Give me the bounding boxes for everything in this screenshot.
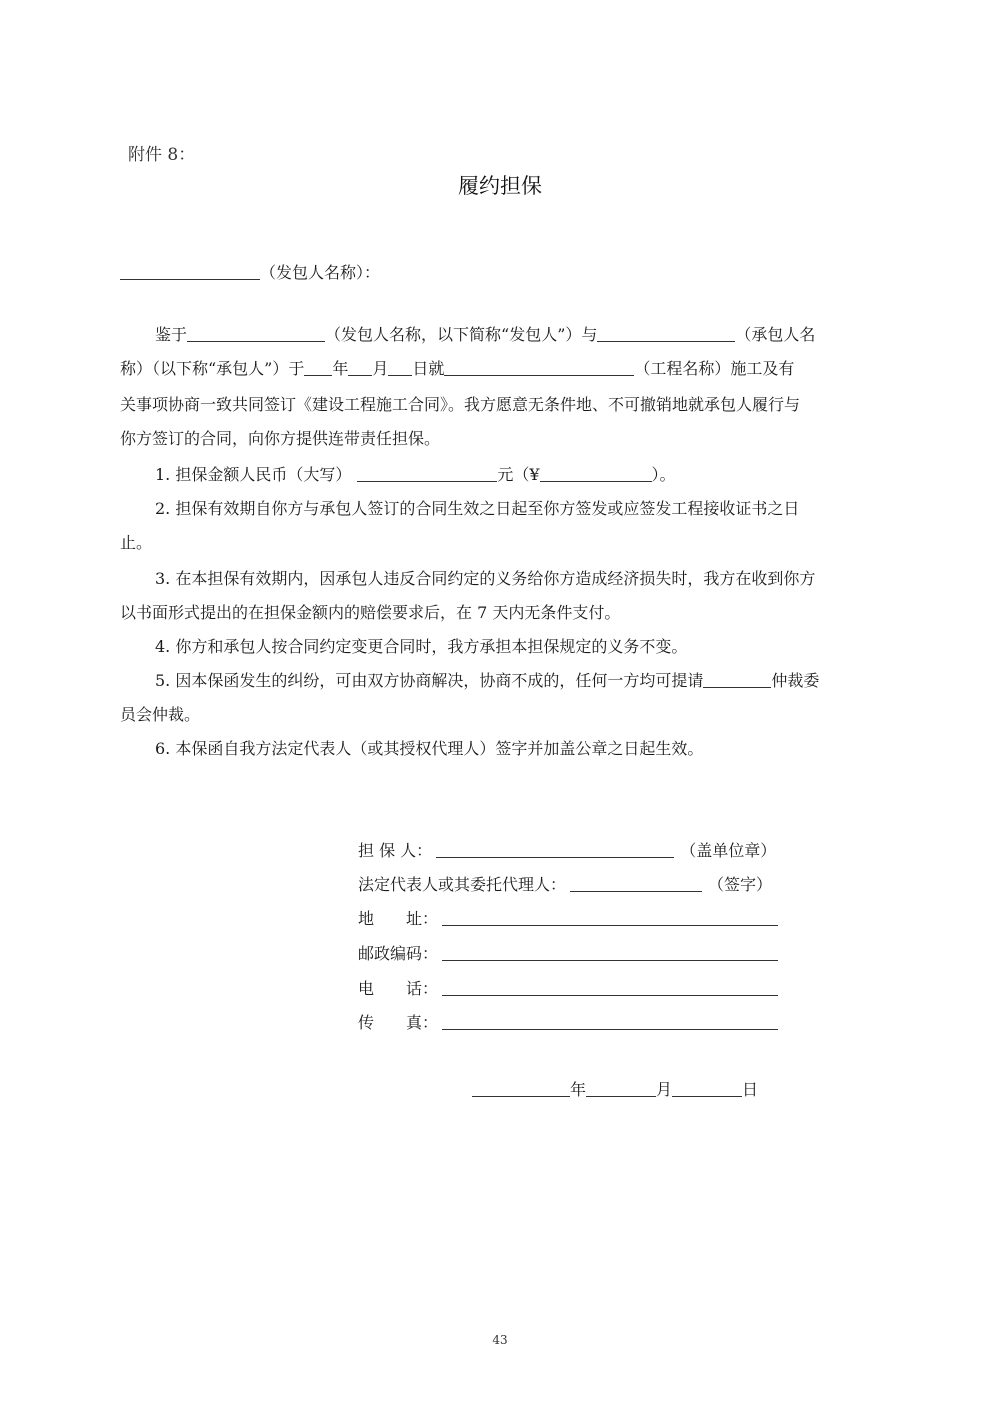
address-blank[interactable] bbox=[442, 909, 778, 926]
clause-3-line-1: 3. 在本担保有效期内，因承包人违反合同约定的义务给你方造成经济损失时，我方在收到你方 bbox=[155, 569, 816, 588]
addressee-line bbox=[120, 260, 380, 283]
clause-5-line-1: 5. 因本保函发生的纠纷，可由双方协商解决，协商不成的，任何一方均可提请 仲裁委 bbox=[155, 671, 820, 690]
phone-row: 电 话： bbox=[358, 976, 778, 999]
arbitration-blank[interactable] bbox=[703, 671, 771, 688]
date-row: 年 月 日 bbox=[472, 1077, 758, 1100]
intro-line-4: 你方签订的合同，向你方提供连带责任担保。 bbox=[120, 429, 441, 448]
page-number: 43 bbox=[492, 1333, 508, 1347]
amount-figures-blank[interactable] bbox=[540, 465, 652, 482]
amount-words-blank[interactable] bbox=[357, 465, 497, 482]
date-year-blank[interactable] bbox=[472, 1080, 570, 1097]
document-title: 履约担保 bbox=[458, 174, 542, 198]
address-row: 地 址： bbox=[358, 906, 778, 929]
fax-blank[interactable] bbox=[442, 1013, 778, 1030]
clause-4: 4. 你方和承包人按合同约定变更合同时，我方承担本担保规定的义务不变。 bbox=[155, 637, 688, 656]
representative-row: 法定代表人或其委托代理人： （签字） bbox=[358, 875, 773, 894]
attachment-label: 附件 8： bbox=[128, 145, 196, 165]
guarantor-row: 担 保 人： （盖单位章） bbox=[358, 841, 777, 860]
clause-6: 6. 本保函自我方法定代表人（或其授权代理人）签字并加盖公章之日起生效。 bbox=[155, 739, 704, 758]
employer-blank[interactable] bbox=[187, 325, 325, 342]
fax-row: 传 真： bbox=[358, 1010, 778, 1033]
intro-line-2: 称）（以下称“承包人”）于 年 月 日就 （工程名称）施工及有 bbox=[120, 359, 795, 378]
phone-blank[interactable] bbox=[442, 979, 778, 996]
postcode-blank[interactable] bbox=[442, 944, 778, 961]
clause-1: 1. 担保金额人民币（大写） 元（¥ ）。 bbox=[155, 465, 676, 484]
clause-2-line-2: 止。 bbox=[120, 533, 153, 552]
intro-line-3: 关事项协商一致共同签订《建设工程施工合同》。我方愿意无条件地、不可撤销地就承包人履行与 bbox=[120, 395, 801, 414]
date-day-blank[interactable] bbox=[672, 1080, 742, 1097]
year-blank[interactable] bbox=[304, 359, 332, 376]
representative-blank[interactable] bbox=[570, 875, 702, 892]
month-blank[interactable] bbox=[348, 359, 372, 376]
intro-line-1: 鉴于 （发包人名称，以下简称“发包人”）与 （承包人名 bbox=[155, 325, 816, 344]
clause-3-line-2: 以书面形式提出的在担保金额内的赔偿要求后，在 7 天内无条件支付。 bbox=[120, 603, 621, 622]
project-name-blank[interactable] bbox=[444, 359, 634, 376]
addressee-suffix: （发包人名称）： bbox=[260, 263, 381, 282]
clause-5-line-2: 员会仲裁。 bbox=[120, 705, 201, 724]
guarantor-blank[interactable] bbox=[436, 841, 674, 858]
clause-2-line-1: 2. 担保有效期自你方与承包人签订的合同生效之日起至你方签发或应签发工程接收证书之日 bbox=[155, 499, 800, 518]
postcode-row: 邮政编码： bbox=[358, 941, 778, 964]
day-blank[interactable] bbox=[388, 359, 412, 376]
contractor-blank[interactable] bbox=[597, 325, 735, 342]
employer-name-blank[interactable] bbox=[120, 263, 260, 280]
date-month-blank[interactable] bbox=[586, 1080, 656, 1097]
